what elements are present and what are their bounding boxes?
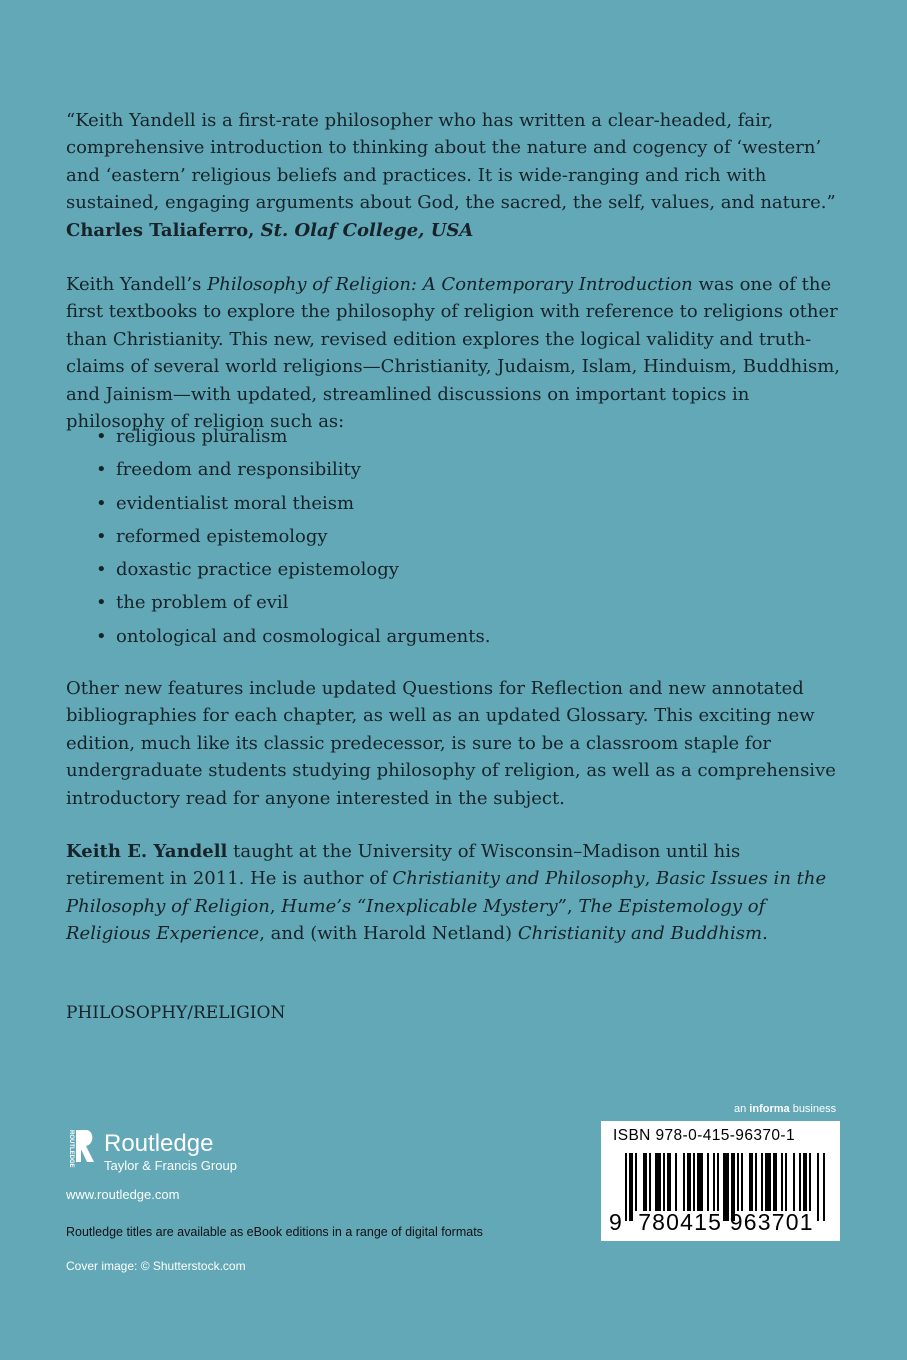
topic-item: • the problem of evil (96, 586, 490, 619)
barcode-bar (785, 1153, 787, 1211)
cover-credit: Cover image: © Shutterstock.com (66, 1259, 246, 1273)
description-author: Keith Yandell’s (66, 274, 202, 295)
barcode-bar (749, 1153, 753, 1211)
informa-tagline (734, 1103, 836, 1115)
topic-item: • reformed epistemology (96, 520, 490, 553)
barcode-bar (773, 1153, 777, 1211)
routledge-r-shape (76, 1130, 94, 1162)
topic-item: • religious pluralism (96, 420, 490, 453)
topic-list (96, 420, 490, 653)
barcode-bar (717, 1153, 719, 1211)
bio-book-title: The Epistemology of Religious Experience (66, 895, 766, 945)
book-description (66, 271, 841, 435)
publisher-logo-text (104, 1130, 237, 1174)
publisher-name: Routledge (104, 1130, 214, 1157)
topic-item: • ontological and cosmological arguments. (96, 620, 490, 653)
publisher-group: Taylor & Francis Group (104, 1158, 237, 1173)
bio-book-title: Basic Issues in the Philosophy of Religion (66, 868, 827, 917)
barcode-bar (799, 1153, 801, 1211)
barcode-bar (667, 1153, 671, 1211)
barcode-bar (655, 1153, 661, 1211)
barcode-bar (649, 1153, 651, 1211)
isbn-barcode (601, 1121, 840, 1241)
barcode-bar (755, 1153, 757, 1211)
description-intro: was one of the first textbooks to explore the philosophy of religion with reference to religions other than Christianity. This new, revised edition explores the logical validity and truth-claims of several world religions—Christianity, Judaism, Islam, Hinduism, Buddhism, and Jainism—with updated, streamlined discussions on important topics in philosophy of religion such as: (66, 274, 840, 433)
barcode-bar (675, 1153, 677, 1211)
barcode-bar (817, 1153, 819, 1221)
barcode-bar (803, 1153, 807, 1211)
endorser-name: Charles Taliaferro, (66, 219, 255, 241)
bio-text: . (762, 923, 768, 945)
barcode-bar (643, 1153, 647, 1211)
barcode-bar (713, 1153, 715, 1211)
barcode-bar (737, 1153, 739, 1211)
barcode-digit-first: 9 (609, 1209, 623, 1235)
barcode-digits-left: 780415 (638, 1209, 723, 1235)
endorser-affiliation: St. Olaf College, USA (260, 219, 474, 241)
barcode-digits (609, 1209, 814, 1236)
barcode-bar (761, 1153, 763, 1211)
barcode-bar (687, 1153, 691, 1211)
barcode-bar (741, 1153, 743, 1211)
isbn-label: ISBN 978-0-415-96370-1 (613, 1127, 795, 1144)
bio-separator: , (269, 895, 282, 917)
bio-text: , and (with Harold Netland) (259, 923, 518, 945)
barcode-bar (793, 1153, 795, 1211)
bio-text: taught at the University of Wisconsin–Madison until his retirement in 2011. He is author of (66, 841, 741, 890)
barcode-bar (809, 1153, 811, 1211)
informa-prefix: an (734, 1103, 750, 1115)
endorsement-quote: “Keith Yandell is a first-rate philosopher who has written a clear-headed, fair, comprehensive introduction to thinking about the nature and cogency of ‘western’ and ‘eastern’ religious beliefs and practices. It is wide-ranging and rich with sustained, engaging arguments about God, the sacred, the self, values, and nature.” (66, 110, 836, 214)
barcode-bar (693, 1153, 695, 1211)
barcode-bar (663, 1153, 665, 1211)
features-paragraph: Other new features include updated Questions for Reflection and new annotated bibliographies for each chapter, as well as an updated Glossary. This exciting new edition, much like its classic predecessor, is sure to be a classroom staple for undergraduate students studying philosophy of religion, as well as a comprehensive introductory read for anyone interested in the subject. (66, 678, 836, 809)
bio-separator: , (644, 868, 657, 890)
barcode-digits-right: 963701 (729, 1209, 814, 1235)
endorsement-attribution (66, 220, 473, 241)
bio-separator: , (566, 895, 579, 917)
description-book-title: Philosophy of Religion: A Contemporary Introduction (207, 274, 693, 295)
barcode-bar (765, 1153, 771, 1211)
endorsement (66, 107, 841, 244)
routledge-mark-icon (64, 1128, 96, 1176)
author-bio (66, 838, 841, 948)
informa-brand: informa (749, 1103, 790, 1115)
barcode-bar (697, 1153, 703, 1211)
barcode-bar (683, 1153, 685, 1211)
bio-book-title: Christianity and Buddhism (517, 923, 763, 945)
barcode-bar (707, 1153, 709, 1211)
barcode-bar (823, 1153, 825, 1221)
topic-item: • doxastic practice epistemology (96, 553, 490, 586)
bio-book-title: Christianity and Philosophy (392, 868, 645, 890)
informa-suffix: business (789, 1103, 837, 1115)
topic-item: • evidentialist moral theism (96, 487, 490, 520)
barcode-bar (781, 1153, 783, 1211)
publisher-website: www.routledge.com (66, 1187, 180, 1202)
routledge-vertical-text: ROUTLEDGE (68, 1130, 74, 1168)
routledge-logo-icon (64, 1128, 96, 1176)
bio-book-title: Hume’s “Inexplicable Mystery” (281, 895, 567, 917)
publisher-logo (64, 1128, 237, 1176)
author-name: Keith E. Yandell (66, 841, 228, 862)
barcode-bar (635, 1153, 637, 1211)
topic-item: • freedom and responsibility (96, 453, 490, 486)
subject-category: PHILOSOPHY/RELIGION (66, 1003, 286, 1023)
ebook-note: Routledge titles are available as eBook editions in a range of digital formats (66, 1225, 483, 1239)
